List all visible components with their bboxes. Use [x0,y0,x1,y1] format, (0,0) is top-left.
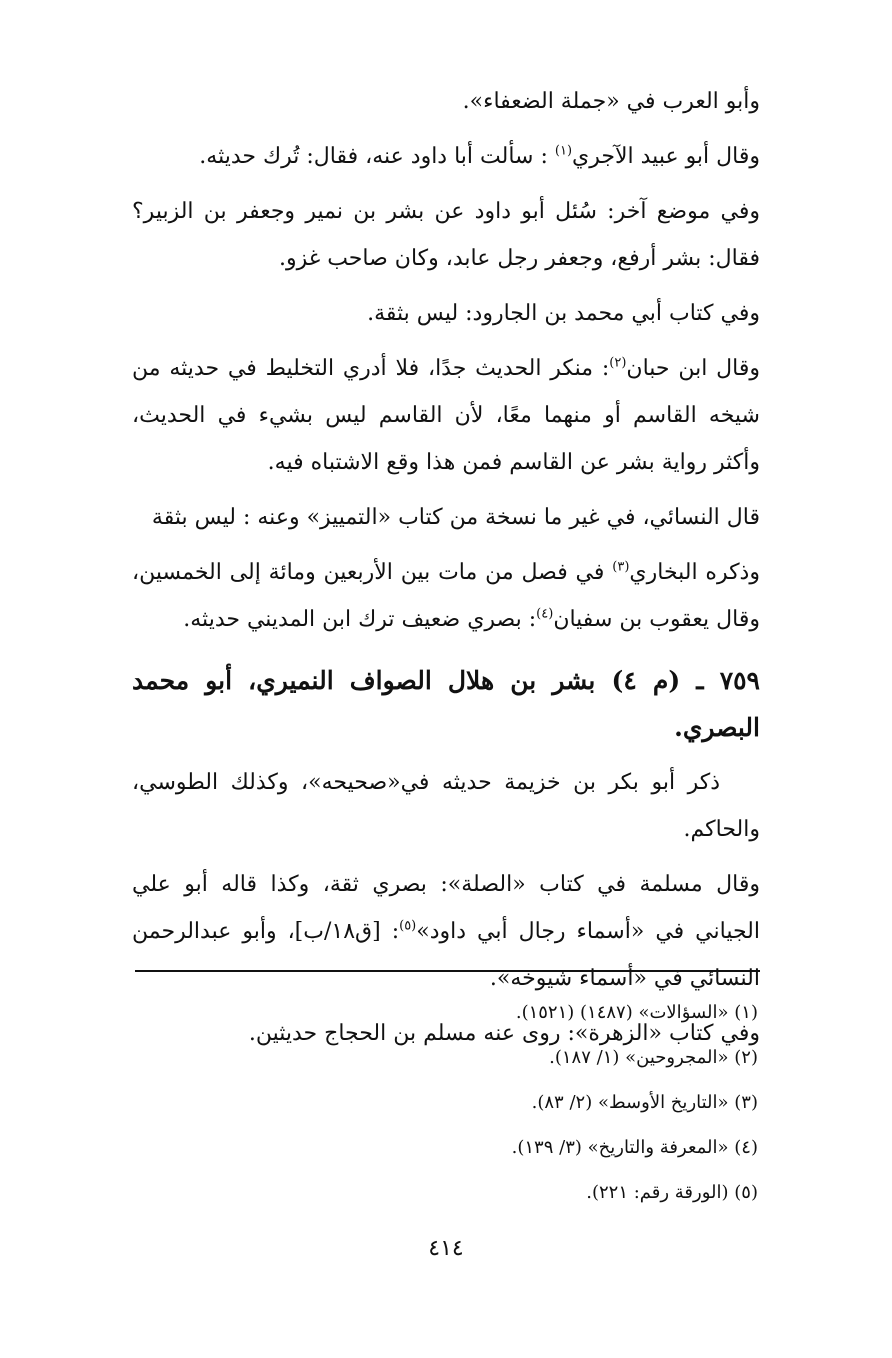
footnote: (٣) «التاريخ الأوسط» (٢/ ٨٣). [531,1092,758,1113]
entry-title: ٧٥٩ ـ (م ٤) بشر بن هلال الصواف النميري، أبو محمد البصري. [132,666,760,742]
paragraph: وذكره البخاري$^{(٣)}$ في فصل من مات بين الأربعين ومائة إلى الخمسين، وقال يعقوب بن سفيان$^{(٤)}$: بصري ضعيف ترك ابن المديني حديثه. [132,559,760,632]
footnote-divider [135,970,760,972]
paragraph: وقال ابن حبان$^{(٢)}$: منكر الحديث جدًا، فلا أدري التخليط في حديثه من شيخه القاسم أو منهما معًا، لأن القاسم ليس بشيء في الحديث، وأكثر رواية بشر عن القاسم فمن هذا وقع الاشتباه فيه. [132,355,760,475]
paragraph: وقال مسلمة في كتاب «الصلة»: بصري ثقة، وكذا قاله أبو علي الجياني في «أسماء رجال أبي داود»$^{(٥)}$: [ق١٨/ب]، وأبو عبدالرحمن النسائي في «أسماء شيوخه». [132,872,761,991]
footnote: (٢) «المجروحين» (١/ ١٨٧). [549,1047,758,1068]
footnote-ref: (٢) [609,355,627,371]
footnote: (٤) «المعرفة والتاريخ» (٣/ ١٣٩). [511,1137,758,1158]
paragraph: وفي كتاب «الزهرة»: روى عنه مسلم بن الحجاج حديثين. [248,1021,760,1046]
paragraph: ذكر أبو بكر بن خزيمة حديثه في«صحيحه»، وكذلك الطوسي، والحاكم. [132,770,760,842]
footnote-ref: (٥) [399,918,417,934]
paragraph: وقال أبو عبيد الآجري$^{(١)}$ : سألت أبا داود عنه، فقال: تُرك حديثه. [199,143,760,169]
main-text [132,78,760,1065]
footnotes [138,990,758,1215]
footnote: (٥) (الورقة رقم: ٢٢١). [586,1182,758,1203]
paragraph: قال النسائي، في غير ما نسخة من كتاب «التمييز» وعنه : ليس بثقة [151,505,760,530]
paragraph: وفي موضع آخر: سُئل أبو داود عن بشر بن نمير وجعفر بن الزبير؟ فقال: بشر أرفع، وجعفر رجل عابد، وكان صاحب غزو. [132,199,760,271]
footnote-ref: (٣) [612,559,630,575]
paragraph: وأبو العرب في «جملة الضعفاء». [462,89,760,114]
footnote-ref: (١) [554,143,573,159]
footnote: (١) «السؤالات» (١٤٨٧) (١٥٢١). [515,1002,758,1023]
page-number: ٤١٤ [428,1236,464,1261]
footnote-ref: (٤) [536,606,554,622]
paragraph: وفي كتاب أبي محمد بن الجارود: ليس بثقة. [367,301,760,326]
